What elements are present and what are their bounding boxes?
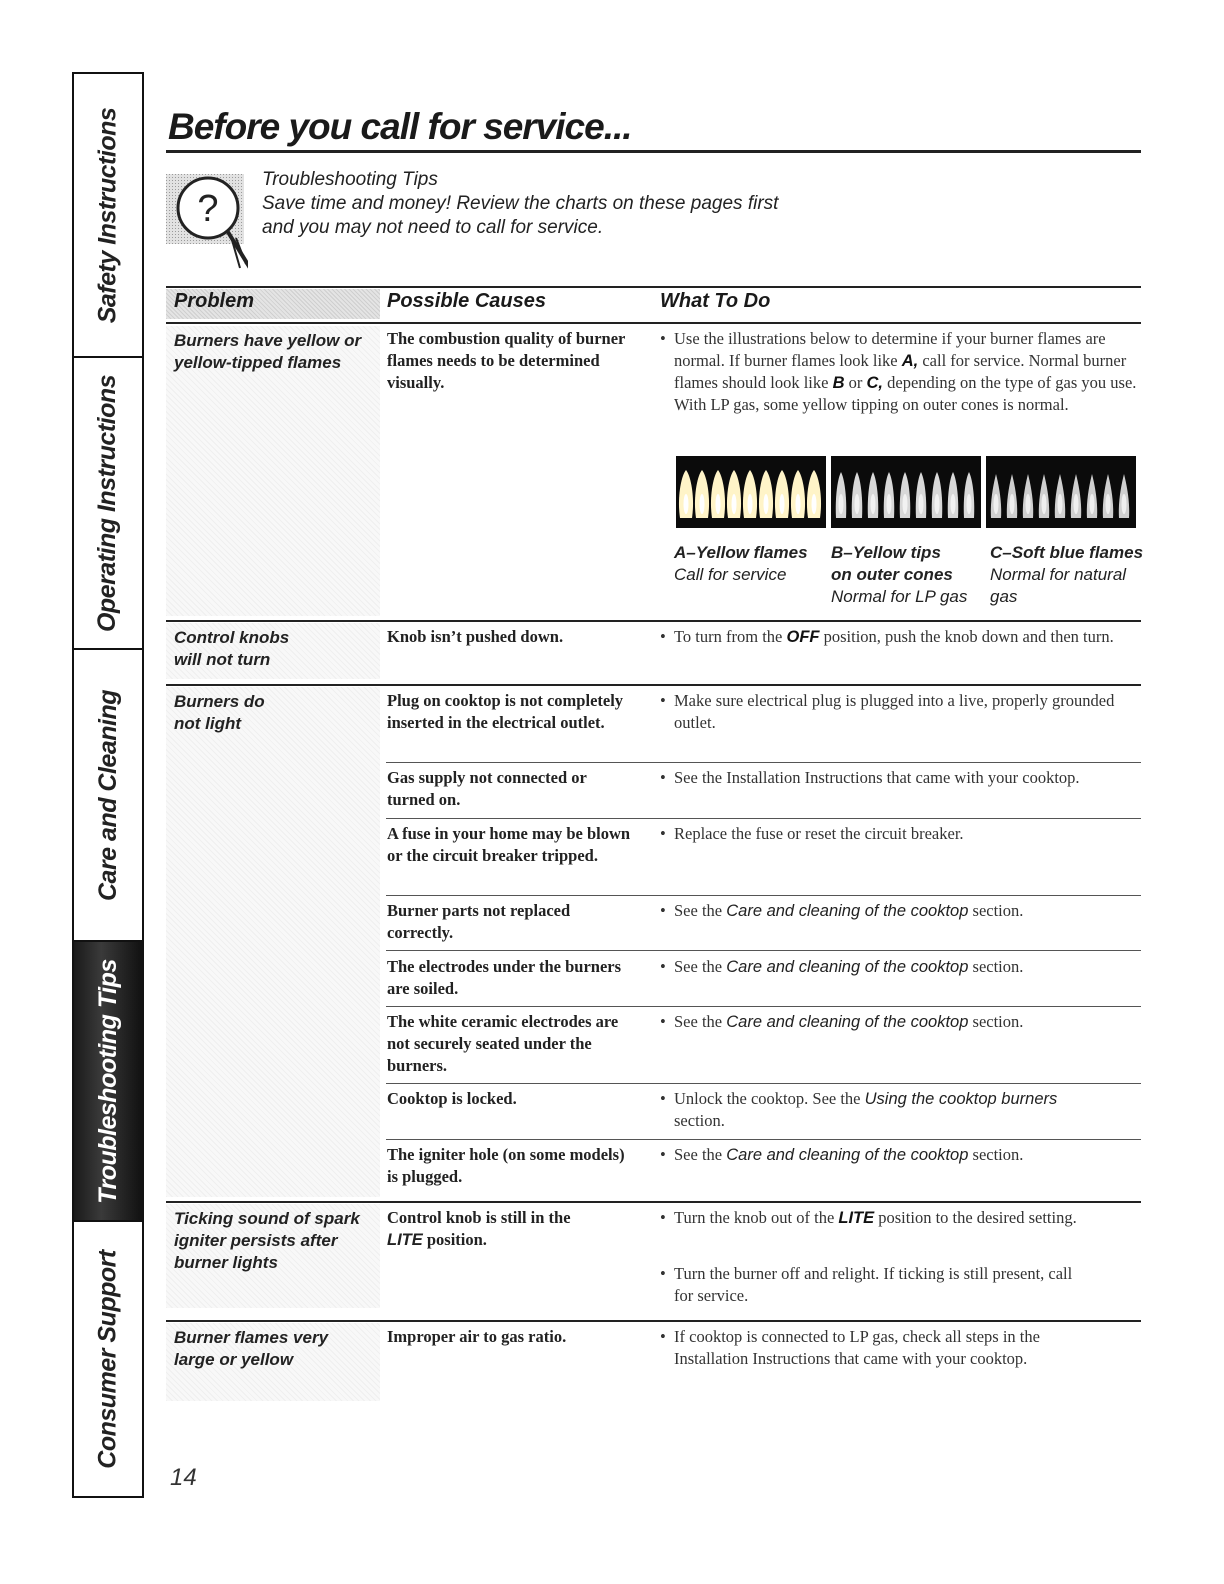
flame-core [1026,494,1031,514]
problem-line: Burners do [174,692,265,711]
todo-installation-instructions: • See the Installation Instructions that came with your cooktop. [660,768,1080,787]
row-divider [166,620,1141,622]
column-header-possible-causes: Possible Causes [387,290,546,312]
flame-core [780,494,785,514]
flame-caption-b: B–Yellow tips on outer cones Normal for LP gas [831,543,968,606]
section-tabs [72,72,144,1498]
sub-row-divider [386,1006,1141,1007]
todo-check-plug: • Make sure electrical plug is plugged into a live, properly grounded outlet. [660,691,1115,732]
tab-label: Troubleshooting Tips [93,958,122,1204]
flame-core [1106,494,1111,514]
tab-troubleshooting-tips[interactable] [74,942,142,1222]
flame-core [812,494,817,514]
cause-plug-not-inserted: Plug on cooktop is not completely inserted in the electrical outlet. [387,691,624,732]
flame-core [967,494,972,514]
tab-label: Safety Instructions [93,107,122,323]
flame-core [732,494,737,514]
todo-check-flames: • Use the illustrations below to determine if your burner flames are normal. If burner flames look like A, call for service. Normal burner flames should look like B or C, depending on the type of gas you use. With LP gas, some yellow tipping on outer cones is normal. [660,329,1137,414]
tips-heading: Troubleshooting Tips [262,169,438,190]
tips-line: Save time and money! Review the charts on these pages first [262,193,779,214]
tab-operating-instructions[interactable] [74,358,142,650]
flame-core [887,494,892,514]
flame-core [1122,494,1127,514]
tab-label: Consumer Support [93,1249,122,1469]
flame-core [1090,494,1095,514]
todo-turn-knob-out: • Turn the knob out of the LITE position to the desired setting. [660,1208,1077,1227]
cause-igniter-hole: The igniter hole (on some models) is plugged. [387,1145,625,1186]
tab-consumer-support[interactable] [74,1222,142,1496]
problem-line: not light [174,714,242,733]
problem-large-flames [166,1323,380,1401]
problem-line: Ticking sound of spark [174,1209,360,1228]
bullet-icon: • [660,329,666,348]
row-divider [166,684,1141,686]
question-mark-icon [166,168,248,272]
cause-burner-parts: Burner parts not replaced correctly. [387,901,571,942]
cause-gas-supply: Gas supply not connected or turned on. [387,768,587,809]
flame-illustration-a [676,456,826,528]
todo-care-and-cleaning: • See the Care and cleaning of the cooktop section. [660,1012,1024,1031]
cause-combustion-quality: The combustion quality of burner flames needs to be determined visually. [387,329,626,392]
bullet-icon: • [660,627,666,646]
bullet-icon: • [660,957,666,976]
bullet-icon: • [660,1208,666,1227]
tab-label: Care and Cleaning [93,689,122,901]
problem-line: yellow-tipped flames [174,353,342,372]
problem-control-knobs [166,623,380,679]
flame-caption-a: A–Yellow flames Call for service [674,543,808,584]
bullet-icon: • [660,1089,666,1108]
problem-ticking-sound [166,1204,380,1308]
todo-care-and-cleaning: • See the Care and cleaning of the cooktop section. [660,1145,1024,1164]
cause-fuse-blown: A fuse in your home may be blown or the circuit breaker tripped. [387,824,631,865]
flame-core [839,494,844,514]
row-divider [166,1320,1141,1322]
flame-core [935,494,940,514]
flame-core [796,494,801,514]
cause-electrodes-soiled: The electrodes under the burners are soiled. [387,957,622,998]
problem-line: igniter persists after [174,1231,338,1250]
flame-illustration-c [986,456,1136,528]
todo-relight-burner: • Turn the burner off and relight. If ticking is still present, call for service. [660,1264,1073,1305]
bullet-icon: • [660,691,666,710]
flame-core [919,494,924,514]
bullet-icon: • [660,1327,666,1346]
row-divider [166,1201,1141,1203]
problem-line: will not turn [174,650,271,669]
problem-line: burner lights [174,1253,278,1272]
flame-core [951,494,956,514]
table-top-rule [166,286,1141,288]
sub-row-divider [386,950,1141,951]
page-number: 14 [170,1464,197,1491]
cause-ceramic-electrodes: The white ceramic electrodes are not securely seated under the burners. [387,1012,619,1075]
todo-check-lp-steps: • If cooktop is connected to LP gas, check all steps in the Installation Instructions that came with your cooktop. [660,1327,1040,1368]
flame-illustration-b [831,456,981,528]
flame-core [855,494,860,514]
flame-caption-c: C–Soft blue flames Normal for natural gas [990,543,1144,606]
flame-core [903,494,908,514]
todo-unlock-cooktop: • Unlock the cooktop. See the Using the cooktop burners section. [660,1089,1058,1130]
bullet-icon: • [660,901,666,920]
problem-yellow-flames [166,326,380,616]
tab-safety-instructions[interactable] [74,74,142,358]
bullet-icon: • [660,1145,666,1164]
bullet-icon: • [660,1264,666,1283]
sub-row-divider [386,1083,1141,1084]
svg-text:?: ? [197,188,219,230]
flame-core [1074,494,1079,514]
column-header-problem: Problem [174,290,255,312]
flame-core [871,494,876,514]
sub-row-divider [386,762,1141,763]
todo-replace-fuse: • Replace the fuse or reset the circuit breaker. [660,824,964,843]
cause-air-gas-ratio: Improper air to gas ratio. [387,1327,567,1346]
tab-care-and-cleaning[interactable] [74,650,142,942]
flame-core [684,494,689,514]
cause-cooktop-locked: Cooktop is locked. [387,1089,517,1108]
flame-core [716,494,721,514]
problem-line: Burner flames very [174,1328,329,1347]
title-divider [166,150,1141,153]
todo-care-and-cleaning: • See the Care and cleaning of the cooktop section. [660,901,1024,920]
cause-knob-not-pushed: Knob isn’t pushed down. [387,627,564,646]
flame-core [1042,494,1047,514]
tips-line: and you may not need to call for service. [262,217,604,238]
todo-care-and-cleaning: • See the Care and cleaning of the cooktop section. [660,957,1024,976]
page-title: Before you call for service... [168,106,632,147]
flame-core [1010,494,1015,514]
flame-core [764,494,769,514]
troubleshooting-tips-note [262,168,778,240]
cause-knob-in-lite: Control knob is still in the LITE position. [387,1208,571,1249]
flame-core [1058,494,1063,514]
bullet-icon: • [660,824,666,843]
bullet-icon: • [660,1012,666,1031]
bullet-icon: • [660,768,666,787]
tab-label: Operating Instructions [93,374,122,632]
sub-row-divider [386,895,1141,896]
flame-core [994,494,999,514]
sub-row-divider [386,1139,1141,1140]
sub-row-divider [386,818,1141,819]
flame-core [700,494,705,514]
problem-line: Burners have yellow or [174,331,362,350]
problem-line: large or yellow [174,1350,294,1369]
todo-push-knob: • To turn from the OFF position, push the knob down and then turn. [660,627,1114,646]
table-header-rule [166,322,1141,324]
flame-core [748,494,753,514]
problem-line: Control knobs [174,628,290,647]
problem-burners-do-not-light [166,687,380,1197]
column-header-what-to-do: What To Do [660,290,771,312]
